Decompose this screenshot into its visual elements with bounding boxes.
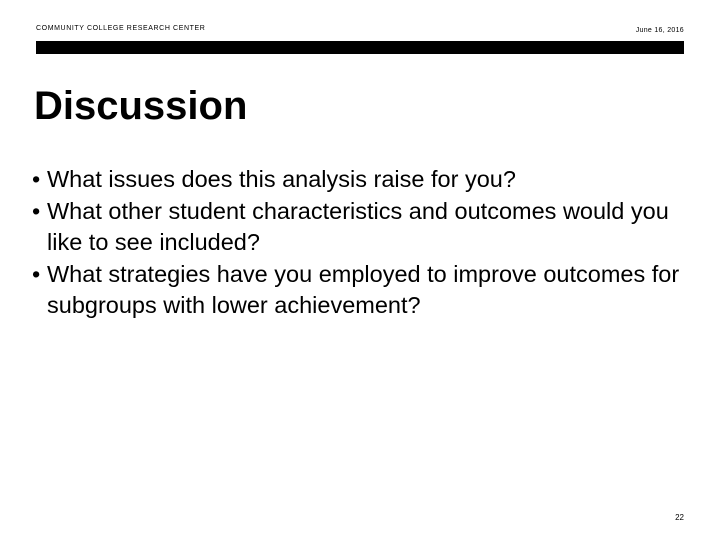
header-rule — [36, 41, 684, 54]
bullet-list — [32, 164, 692, 322]
bullet-marker: • — [32, 260, 41, 287]
bullet-text: What other student characteristics and outcomes would you like to see included? — [47, 197, 669, 255]
page-number: 22 — [675, 513, 684, 522]
slide-title: Discussion — [34, 84, 248, 128]
bullet-text: What strategies have you employed to improve outcomes for subgroups with lower achievement? — [47, 260, 680, 318]
bullet-item — [32, 164, 692, 196]
bullet-item — [32, 259, 692, 322]
bullet-text: What issues does this analysis raise for you? — [47, 166, 516, 192]
bullet-marker: • — [32, 166, 41, 192]
bullet-item — [32, 196, 692, 259]
header-date: June 16, 2016 — [635, 27, 684, 34]
header-organization: COMMUNITY COLLEGE RESEARCH CENTER — [36, 25, 206, 32]
bullet-marker: • — [32, 197, 41, 224]
